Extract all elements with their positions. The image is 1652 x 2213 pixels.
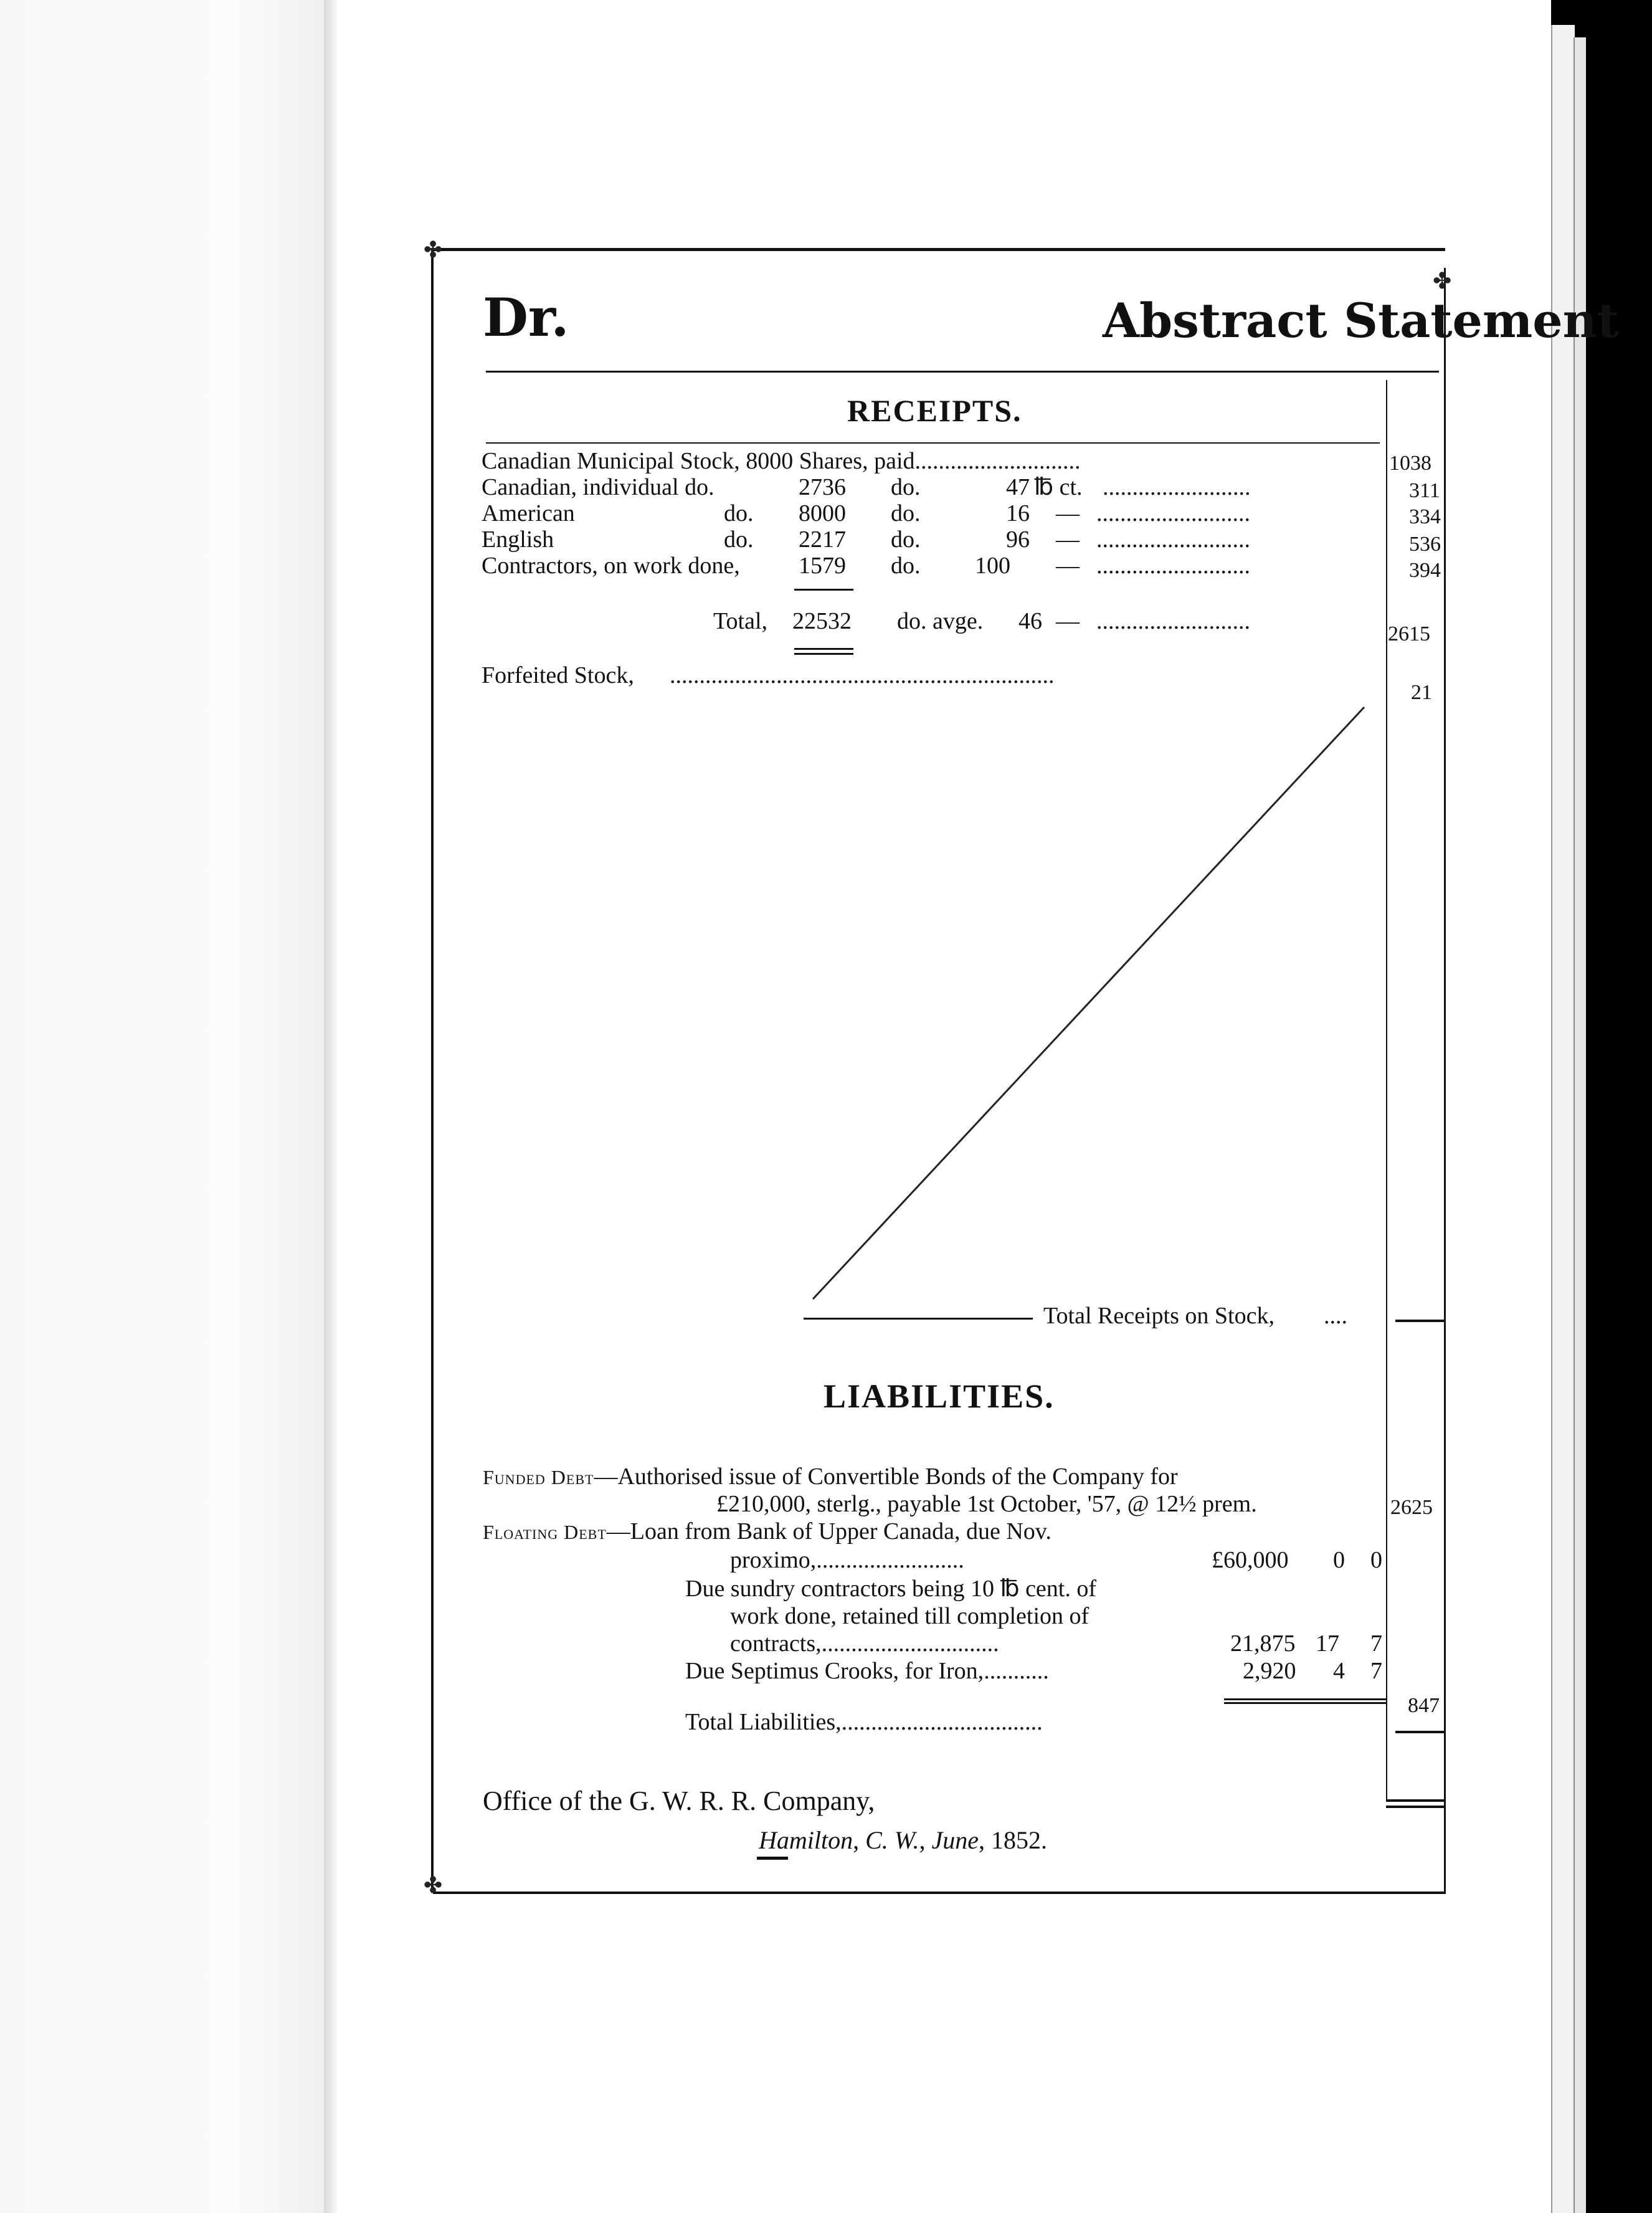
receipts-row-label: Contractors, on work done, [482,553,740,579]
receipts-row-col2: do. [724,500,754,526]
receipts-row-unit: do. [891,553,921,579]
dot-leader: .......................... [1096,608,1250,634]
due-contractors-shillings: 17 [1316,1630,1339,1657]
dot-leader: .......................... [1096,526,1250,553]
floating-debt-line-1 [483,1518,1051,1546]
receipts-row-mark: — [1056,526,1080,553]
amount-column-rule [1386,380,1387,1801]
receipts-row-amount: 536 [1409,533,1441,556]
due-contractors-text: contracts, [730,1630,822,1657]
funded-debt-text: —Authorised issue of Convertible Bonds of the Company for [594,1463,1178,1490]
receipts-row-unit: Shares, paid [799,448,915,474]
receipts-row-amount: 394 [1409,559,1441,582]
dot-leader: ........... [984,1658,1049,1684]
funded-debt-line-1 [483,1463,1178,1491]
due-crooks-shillings: 4 [1333,1658,1345,1684]
total-label: Total, [713,608,768,634]
receipts-row-label: English [482,526,554,553]
total-double-rule [794,653,853,655]
total-receipts-label: Total Receipts on Stock, [1043,1303,1275,1329]
floating-debt-shillings: 0 [1333,1547,1345,1573]
frame-right-rule [1444,268,1446,1894]
receipts-row-pct: 16 [1006,500,1030,526]
due-contractors-line-3 [730,1630,999,1657]
receipts-row-label: Canadian Municipal Stock, [482,448,740,474]
dot-leader: .......................... [1096,500,1250,526]
due-crooks-text: Due Septimus Crooks, for Iron, [685,1658,984,1684]
total-liabilities-rule [1395,1731,1445,1733]
grand-total-double-rule [1386,1799,1445,1802]
corner-ornament-icon: ✤ [424,1873,443,1898]
receipts-row-pct: 96 [1006,526,1030,553]
dot-leader: .................................. [841,1709,1043,1735]
total-liabilities-label: Total Liabilities, [685,1709,842,1735]
grand-total-double-rule [1386,1806,1445,1808]
forfeited-amount: 21 [1411,681,1432,704]
underline-mark [757,1857,788,1860]
receipts-row-unit: do. [891,500,921,526]
receipts-row-shares: 8000 [746,448,794,474]
receipts-row-shares: 8000 [799,500,846,526]
forfeited-label: Forfeited Stock, [482,662,634,688]
total-liabilities-amount: 847 [1408,1694,1440,1717]
total-double-rule [794,648,853,650]
receipts-row-unit: do. [891,474,921,500]
due-crooks-amount: 2,920 [1243,1658,1296,1684]
total-receipts-rule [804,1318,1033,1320]
place-province: C. W. [865,1826,919,1854]
dot-leader: .............................. [821,1630,999,1657]
receipts-row-unit: do. [891,526,921,553]
receipts-row-pct: 100 [975,553,1010,579]
place-city: Hamilton [759,1826,853,1854]
total-pct: 46 [1018,608,1042,634]
receipts-row-mark: — [1056,553,1080,579]
liabilities-sum-rule [1224,1698,1387,1700]
corner-ornament-icon: ✤ [1433,269,1452,293]
frame-top-rule [433,248,1445,251]
receipts-row-label: Canadian, individual do. [482,474,714,500]
dot-leader: ......................... [816,1547,964,1573]
due-contractors-pence: 7 [1370,1630,1382,1657]
place-date-line: Hamilton, C. W., June, 1852. [759,1826,1047,1854]
total-mark: — [1056,608,1080,634]
receipts-row [482,447,1081,475]
page-edge-back [1574,37,1586,2213]
floating-debt-line-2 [730,1546,964,1574]
floating-debt-text: —Loan from Bank of Upper Canada, due Nov. [606,1518,1051,1544]
office-line: Office of the G. W. R. R. Company, [483,1786,875,1816]
due-crooks-pence: 7 [1370,1658,1382,1684]
left-page [0,0,336,2213]
header-title: Abstract Statement [1103,293,1619,348]
due-contractors-amount: 21,875 [1230,1630,1296,1657]
page-fold [324,0,338,2213]
place-month: June [931,1826,979,1854]
receipts-row-shares: 2217 [799,526,846,553]
receipts-rule [486,442,1380,444]
page-edge [1551,25,1575,2213]
floating-debt-amount: £60,000 [1212,1547,1289,1573]
receipts-row-col2: do. [724,526,754,553]
total-liabilities-line [685,1708,1043,1736]
due-contractors-line-1: Due sundry contractors being 10 ℔ cent. of [685,1576,1097,1602]
floating-debt-label: Floating Debt [483,1521,607,1543]
receipts-row [482,474,714,501]
receipts-row-amount: 334 [1409,505,1441,528]
total-shares: 22532 [792,608,852,634]
receipts-row-label: American [482,500,575,526]
total-receipts-amount-rule [1395,1320,1445,1322]
due-crooks-line [685,1657,1049,1685]
header-dr: Dr. [483,287,569,348]
receipts-row-mark: ℔ ct. [1034,474,1083,500]
funded-debt-amount: 2625 [1390,1496,1433,1519]
place-year: , 1852. [978,1826,1047,1854]
dot-leader: ............................ [914,448,1081,474]
cancel-diagonal-line [804,704,1377,1321]
receipts-row-mark: — [1056,500,1080,526]
receipts-row-amount: 1038 [1389,452,1431,475]
dot-leader: .......................... [1096,553,1250,579]
due-contractors-line-2: work done, retained till completion of [730,1603,1089,1629]
funded-debt-line-2: £210,000, sterlg., payable 1st October, '57, @ 12½ prem. [716,1491,1257,1517]
funded-debt-label: Funded Debt [483,1466,594,1488]
header-rule [486,371,1439,373]
floating-debt-pence: 0 [1370,1547,1382,1573]
total-unit: do. avge. [897,608,984,634]
frame-bottom-rule [433,1892,1445,1894]
receipts-row-pct: 47 [1006,474,1030,500]
corner-ornament-icon: ✤ [424,237,443,262]
liabilities-sum-rule [1224,1702,1387,1704]
liabilities-heading: LIABILITIES. [824,1378,1055,1415]
dot-leader: ......................... [1103,474,1251,500]
receipts-row-shares: 2736 [799,474,846,500]
total-amount: 2615 [1388,622,1430,645]
dot-leader: ................................................................. [670,662,1055,688]
frame-left-rule [431,248,434,1893]
receipts-row-shares: 1579 [799,553,846,579]
dot-leader: .... [1324,1303,1347,1329]
subtotal-rule [794,589,853,591]
floating-debt-text: proximo, [730,1547,817,1573]
receipts-heading: RECEIPTS. [847,393,1022,428]
receipts-row-amount: 311 [1409,479,1440,502]
